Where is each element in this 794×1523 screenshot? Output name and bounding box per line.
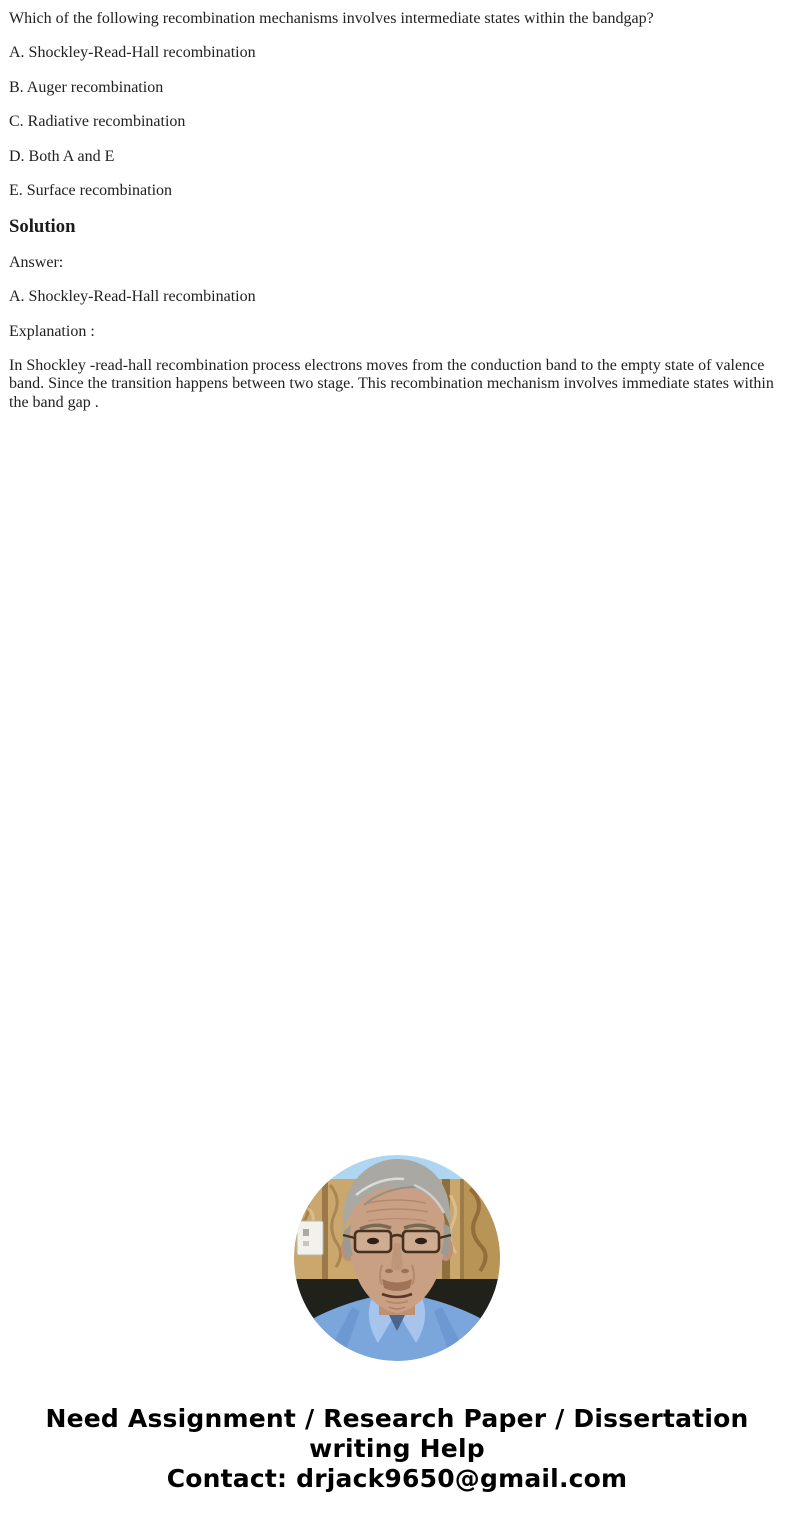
question-text: Which of the following recombination mechanisms involves intermediate states within the bandgap? — [9, 10, 654, 27]
option-e: E. Surface recombination — [9, 181, 173, 199]
explanation-text: In Shockley -read-hall recombination process electrons moves from the conduction band to the empty state of valence band. Since the transition happens between two stage. This recombination mechanism involves immediate states within the band gap . — [9, 357, 774, 411]
tutor-avatar — [294, 1155, 500, 1361]
option-c: C. Radiative recombination — [9, 113, 186, 131]
qa-document — [0, 0, 794, 412]
explanation-label: Explanation : — [9, 322, 95, 340]
footer-banner — [0, 1404, 794, 1494]
option-b: B. Auger recombination — [9, 78, 164, 96]
footer-contact-email: Contact: drjack9650@gmail.com — [166, 1464, 628, 1494]
avatar-wall-panel — [297, 1221, 323, 1255]
empty-space — [0, 428, 794, 1155]
answer-text: A. Shockley-Read-Hall recombination — [9, 288, 256, 306]
tutor-portrait-image — [294, 1155, 500, 1361]
option-a: A. Shockley-Read-Hall recombination — [9, 44, 256, 62]
solution-heading: Solution — [9, 216, 76, 238]
answer-label: Answer: — [9, 253, 64, 271]
option-d: D. Both A and E — [9, 147, 115, 165]
footer-line-1: Need Assignment / Research Paper / Dissertation — [45, 1404, 749, 1434]
footer-line-2: writing Help — [309, 1434, 485, 1464]
